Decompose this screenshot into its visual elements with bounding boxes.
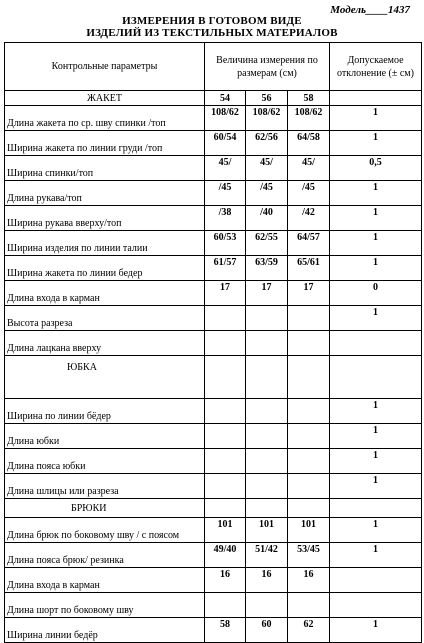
header-tolerance: Допускаемое отклонение (± см) [330,43,422,91]
value-cell: 101 [246,518,288,543]
value-cell: 16 [288,568,330,593]
value-cell: 17 [205,281,246,306]
value-cell: 58 [205,618,246,643]
header-params: Контрольные параметры [5,43,205,91]
tolerance-cell [330,568,422,593]
value-cell: 17 [246,281,288,306]
table-row [5,399,422,424]
value-cell: /40 [246,206,288,231]
tolerance-cell: 1 [330,306,422,331]
parameter-name: Длина лацкана вверху [5,331,205,356]
table-row [5,281,422,306]
table-row [5,256,422,281]
parameter-name: Ширина линии бедёр [5,618,205,643]
title-line-1: ИЗМЕРЕНИЯ В ГОТОВОМ ВИДЕ [122,15,302,27]
value-cell: /45 [246,181,288,206]
value-cell [288,331,330,356]
parameter-name: Длина пояса юбки [5,449,205,474]
value-cell: 108/62 [288,106,330,131]
value-cell [288,424,330,449]
table-row [5,106,422,131]
table-row [5,306,422,331]
value-cell: /45 [288,181,330,206]
table-row [5,518,422,543]
value-cell: 60/54 [205,131,246,156]
trousers-rows [5,518,422,643]
value-cell [246,331,288,356]
tolerance-cell [330,593,422,618]
measurements-table [4,42,422,643]
skirt-rows [5,399,422,499]
tolerance-cell: 1 [330,543,422,568]
value-cell [246,424,288,449]
table-row [5,449,422,474]
header-sizes: Величина измерения по размерам (см) [205,43,330,91]
table-row [5,568,422,593]
value-cell: 65/61 [288,256,330,281]
section-row-skirt [5,356,422,399]
value-cell [288,593,330,618]
tolerance-cell [330,91,422,106]
value-cell: 16 [246,568,288,593]
value-cell [205,474,246,499]
table-row [5,593,422,618]
jacket-rows [5,106,422,356]
table-row [5,181,422,206]
parameter-name: Длина юбки [5,424,205,449]
parameter-name: Длина входа в карман [5,281,205,306]
value-cell: 45/ [246,156,288,181]
section-row-jacket [5,91,422,106]
value-cell: 61/57 [205,256,246,281]
value-cell [205,593,246,618]
value-cell: 108/62 [246,106,288,131]
parameter-name: Длина брюк по боковому шву / с поясом [5,518,205,543]
table-header-row [5,43,422,91]
size-cell: 58 [288,91,330,106]
value-cell: 63/59 [246,256,288,281]
table-row [5,543,422,568]
value-cell [288,306,330,331]
tolerance-cell: 1 [330,181,422,206]
table-row [5,618,422,643]
value-cell: 101 [205,518,246,543]
parameter-name: Длина пояса брюк/ резинка [5,543,205,568]
section-label-skirt: ЮБКА [5,356,205,399]
parameter-name: Длина рукава/топ [5,181,205,206]
value-cell [246,449,288,474]
tolerance-cell: 0,5 [330,156,422,181]
value-cell [205,331,246,356]
table-row [5,474,422,499]
tolerance-cell: 1 [330,618,422,643]
table-row [5,331,422,356]
tolerance-cell: 1 [330,399,422,424]
value-cell [288,449,330,474]
section-label-jacket: ЖАКЕТ [5,91,205,106]
value-cell [246,474,288,499]
value-cell [205,399,246,424]
value-cell: 62/55 [246,231,288,256]
parameter-name: Ширина рукава вверху/топ [5,206,205,231]
value-cell: 60 [246,618,288,643]
parameter-name: Ширина жакета по линии груди /топ [5,131,205,156]
value-cell: /42 [288,206,330,231]
tolerance-cell: 1 [330,131,422,156]
model-number: Модель____1437 [330,4,410,16]
tolerance-cell: 1 [330,474,422,499]
tolerance-cell [330,331,422,356]
value-cell: 53/45 [288,543,330,568]
value-cell [246,399,288,424]
parameter-name: Ширина изделия по линии талии [5,231,205,256]
value-cell: 62/56 [246,131,288,156]
title-line-2: ИЗДЕЛИЙ ИЗ ТЕКСТИЛЬНЫХ МАТЕРИАЛОВ [86,27,338,39]
value-cell: 51/42 [246,543,288,568]
size-cell: 54 [205,91,246,106]
parameter-name: Высота разреза [5,306,205,331]
value-cell: 64/57 [288,231,330,256]
value-cell: /38 [205,206,246,231]
parameter-name: Ширина жакета по линии бедер [5,256,205,281]
tolerance-cell: 1 [330,206,422,231]
value-cell: 49/40 [205,543,246,568]
size-cell: 56 [246,91,288,106]
parameter-name: Длина жакета по ср. шву спинки /топ [5,106,205,131]
value-cell: 60/53 [205,231,246,256]
table-row [5,206,422,231]
table-row [5,156,422,181]
parameter-name: Длина входа в карман [5,568,205,593]
tolerance-cell: 1 [330,231,422,256]
value-cell: 45/ [288,156,330,181]
parameter-name: Ширина по линии бёдер [5,399,205,424]
value-cell: 101 [288,518,330,543]
tolerance-cell: 0 [330,281,422,306]
tolerance-cell: 1 [330,449,422,474]
value-cell [288,474,330,499]
table-row [5,231,422,256]
tolerance-cell: 1 [330,106,422,131]
value-cell: 62 [288,618,330,643]
value-cell: /45 [205,181,246,206]
tolerance-cell: 1 [330,256,422,281]
value-cell [205,449,246,474]
page-title [0,15,424,39]
value-cell: 17 [288,281,330,306]
parameter-name: Ширина спинки/топ [5,156,205,181]
table-row [5,131,422,156]
value-cell [205,424,246,449]
value-cell: 64/58 [288,131,330,156]
value-cell [288,399,330,424]
section-label-trousers: БРЮКИ [5,499,205,518]
value-cell [246,306,288,331]
value-cell: 16 [205,568,246,593]
parameter-name: Длина шорт по боковому шву [5,593,205,618]
value-cell: 45/ [205,156,246,181]
tolerance-cell: 1 [330,518,422,543]
tolerance-cell: 1 [330,424,422,449]
section-row-trousers [5,499,422,518]
value-cell [205,306,246,331]
value-cell [246,593,288,618]
value-cell: 108/62 [205,106,246,131]
parameter-name: Длина шлицы или разреза [5,474,205,499]
table-row [5,424,422,449]
